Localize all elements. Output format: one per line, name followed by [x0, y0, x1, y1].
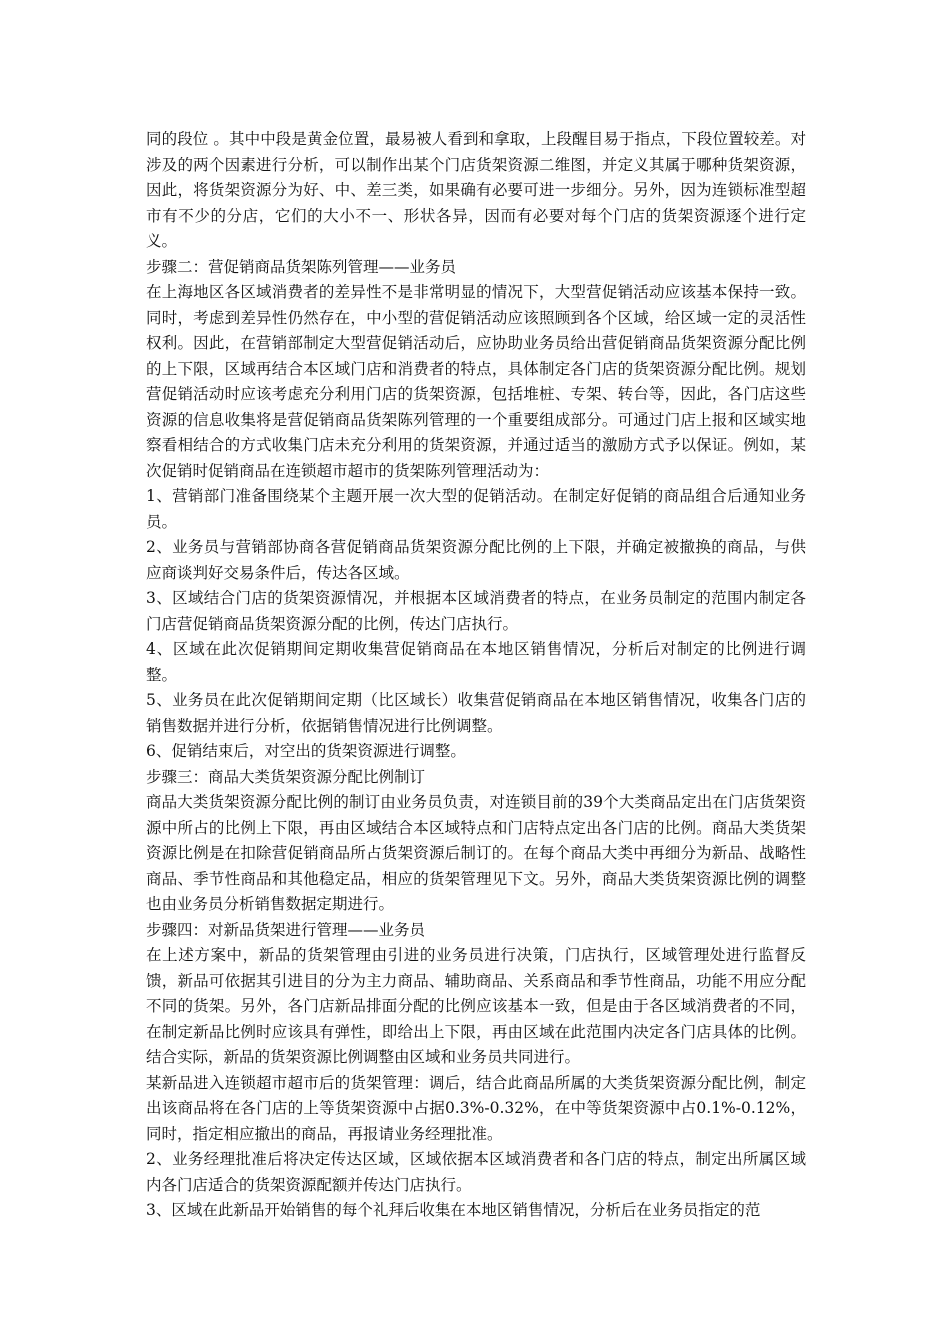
paragraph-step-three-body: 商品大类货架资源分配比例的制订由业务员负责，对连锁目前的39个大类商品定出在门店货架资源中所占的比例上下限，再由区域结合本区域特点和门店特点定出各门店的比例。商品大类货架资源比例是在扣除营促销商品所占货架资源后制订的。在每个商品大类中再细分为新品、战略性商品、季节性商品和其他稳定品，相应的货架管理见下文。另外，商品大类货架资源比例的调整也由业务员分析销售数据定期进行。 — [146, 793, 806, 913]
list-item-promo-2: 2、业务员与营销部协商各营促销商品货架资源分配比例的上下限，并确定被撤换的商品，与供应商谈判好交易条件后，传达各区域。 — [146, 538, 806, 582]
heading-step-three: 步骤三：商品大类货架资源分配比例制订 — [146, 767, 426, 786]
paragraph-new-product-example: 某新品进入连锁超市超市后的货架管理：调后，结合此商品所属的大类货架资源分配比例，制定出该商品将在各门店的上等货架资源中占据0.3%-0.32%，在中等货架资源中占0.1%-0.12%，同时，指定相应撤出的商品，再报请业务经理批准。 — [146, 1073, 806, 1143]
paragraph-shelf-position-intro: 同的段位 。其中中段是黄金位置，最易被人看到和拿取，上段醒目易于指点，下段位置较差。对涉及的两个因素进行分析，可以制作出某个门店货架资源二维图，并定义其属于哪种货架资源，因此，将货架资源分为好、中、差三类，如果确有必要可进一步细分。另外，因为连锁标准型超市有不少的分店，它们的大小不一、形状各异，因而有必要对每个门店的货架资源逐个进行定义。 — [146, 130, 806, 250]
list-item-promo-3: 3、区域结合门店的货架资源情况，并根据本区域消费者的特点，在业务员制定的范围内制定各门店营促销商品货架资源分配的比例，传达门店执行。 — [146, 589, 806, 633]
list-item-promo-4: 4、区域在此次促销期间定期收集营促销商品在本地区销售情况，分析后对制定的比例进行调整。 — [146, 640, 806, 684]
heading-step-two: 步骤二：营促销商品货架陈列管理——业务员 — [146, 257, 457, 276]
list-item-promo-5: 5、业务员在此次促销期间定期（比区域长）收集营促销商品在本地区销售情况，收集各门店的销售数据并进行分析，依据销售情况进行比例调整。 — [146, 691, 806, 735]
heading-step-four: 步骤四：对新品货架进行管理——业务员 — [146, 920, 426, 939]
list-item-promo-1: 1、营销部门准备围绕某个主题开展一次大型的促销活动。在制定好促销的商品组合后通知业务员。 — [146, 487, 806, 531]
paragraph-step-four-body: 在上述方案中，新品的货架管理由引进的业务员进行决策，门店执行，区域管理处进行监督反馈，新品可依据其引进目的分为主力商品、辅助商品、关系商品和季节性商品，功能不用应分配不同的货架。另外，各门店新品排面分配的比例应该基本一致，但是由于各区域消费者的不同，在制定新品比例时应该具有弹性，即给出上下限，再由区域在此范围内决定各门店具体的比例。结合实际，新品的货架资源比例调整由区域和业务员共同进行。 — [146, 946, 806, 1066]
list-item-promo-6: 6、促销结束后，对空出的货架资源进行调整。 — [146, 742, 466, 760]
list-item-new-product-3: 3、区域在此新品开始销售的每个礼拜后收集在本地区销售情况，分析后在业务员指定的范 — [146, 1201, 761, 1219]
list-item-new-product-2: 2、业务经理批准后将决定传达区域，区域依据本区域消费者和各门店的特点，制定出所属区域内各门店适合的货架资源配额并传达门店执行。 — [146, 1150, 806, 1194]
paragraph-step-two-body: 在上海地区各区域消费者的差异性不是非常明显的情况下，大型营促销活动应该基本保持一致。同时，考虑到差异性仍然存在，中小型的营促销活动应该照顾到各个区域，给区域一定的灵活性权利。因此，在营销部制定大型营促销活动后，应协助业务员给出营促销商品货架资源分配比例的上下限，区域再结合本区域门店和消费者的特点，具体制定各门店的货架资源分配比例。规划营促销活动时应该考虑充分利用门店的货架资源，包括堆桩、专架、转台等，因此，各门店这些资源的信息收集将是营促销商品货架陈列管理的一个重要组成部分。可通过门店上报和区域实地察看相结合的方式收集门店未充分利用的货架资源，并通过适当的激励方式予以保证。例如，某次促销时促销商品在连锁超市超市的货架陈列管理活动为： — [146, 283, 806, 480]
document-body — [146, 127, 806, 1224]
